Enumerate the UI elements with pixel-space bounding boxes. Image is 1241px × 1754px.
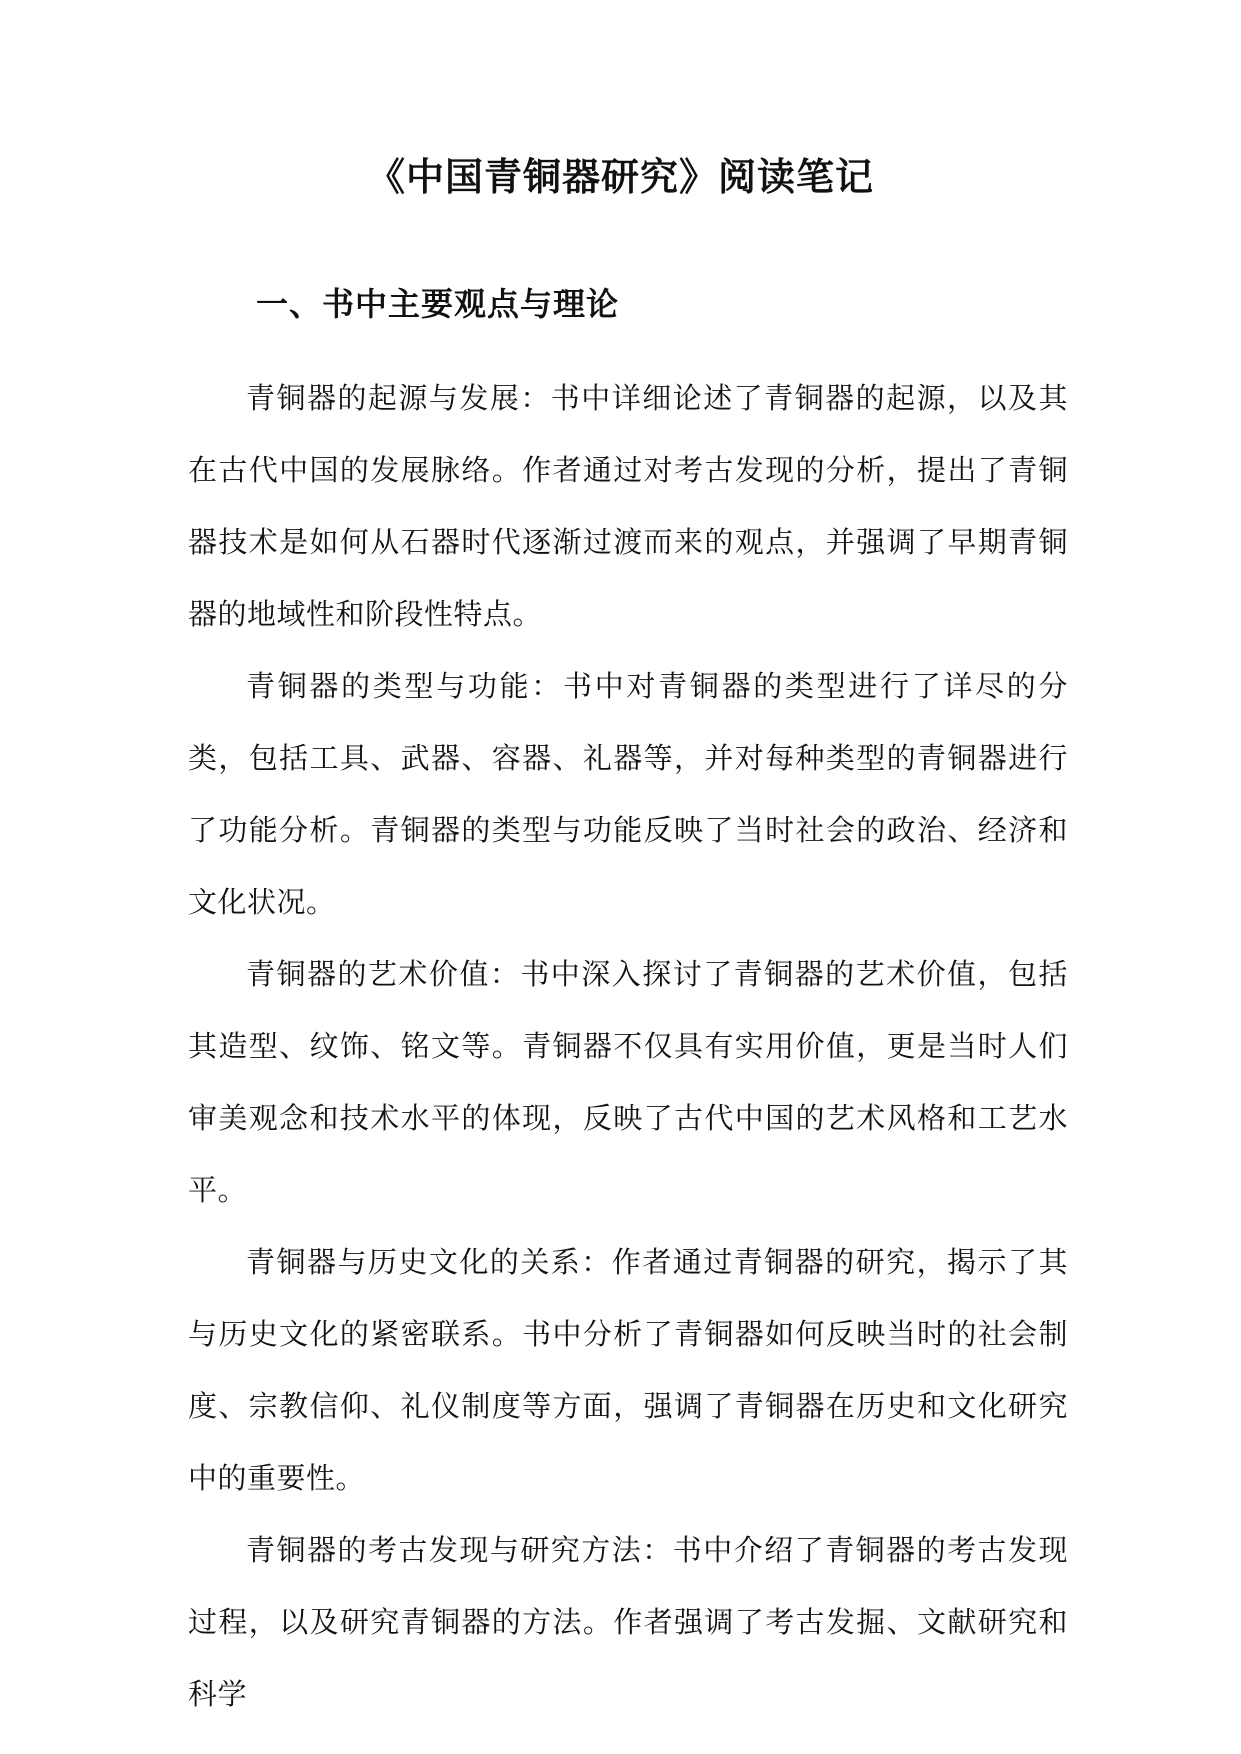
section-heading: 一、书中主要观点与理论 [256,285,620,323]
paragraph-artistic-value: 青铜器的艺术价值：书中深入探讨了青铜器的艺术价值，包括其造型、纹饰、铭文等。青铜器不仅具有实用价值，更是当时人们审美观念和技术水平的体现，反映了古代中国的艺术风格和工艺水平。 [188,957,1068,1207]
paragraph-types-functions: 青铜器的类型与功能：书中对青铜器的类型进行了详尽的分类，包括工具、武器、容器、礼器等，并对每种类型的青铜器进行了功能分析。青铜器的类型与功能反映了当时社会的政治、经济和文化状况。 [188,669,1068,919]
paragraph-history-culture: 青铜器与历史文化的关系：作者通过青铜器的研究，揭示了其与历史文化的紧密联系。书中分析了青铜器如何反映当时的社会制度、宗教信仰、礼仪制度等方面，强调了青铜器在历史和文化研究中的重要性。 [188,1245,1068,1495]
paragraph-origin-development: 青铜器的起源与发展：书中详细论述了青铜器的起源，以及其在古代中国的发展脉络。作者通过对考古发现的分析，提出了青铜器技术是如何从石器时代逐渐过渡而来的观点，并强调了早期青铜器的地域性和阶段性特点。 [188,381,1068,631]
document-body [188,362,1068,1730]
document-title: 《中国青铜器研究》阅读笔记 [366,154,874,199]
paragraph-archaeology-methods: 青铜器的考古发现与研究方法：书中介绍了青铜器的考古发现过程，以及研究青铜器的方法。作者强调了考古发掘、文献研究和科学 [188,1533,1068,1711]
